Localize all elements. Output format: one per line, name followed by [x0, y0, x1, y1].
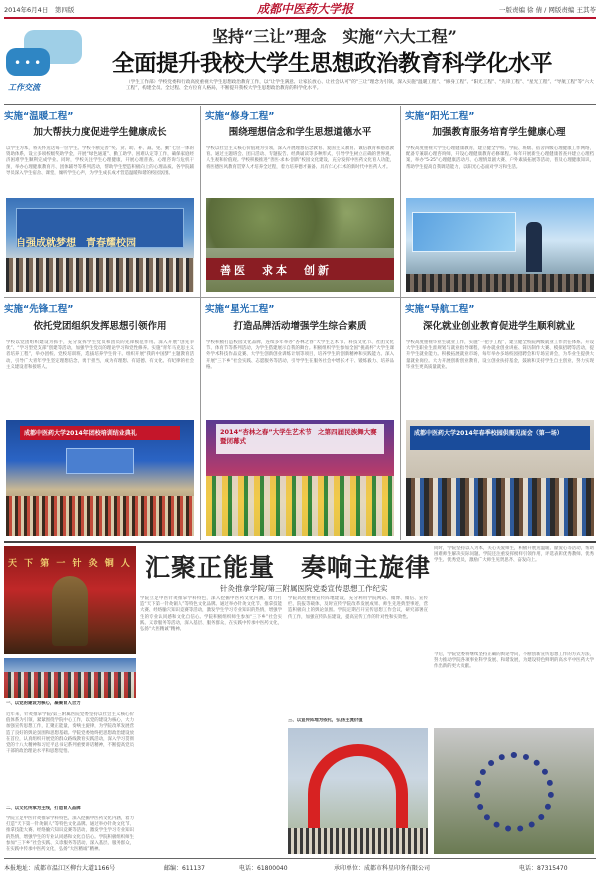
section-label-4: 实施“先锋工程”: [4, 304, 74, 315]
feature-col3: 学院高度重视宣传阵地建设，充分利用学院网站、微博、微信、宣传栏、院报等载体，及时宣传学院改革发展成果、师生先进典型事迹，营造积极向上的舆论氛围。学院定期召开宣传思想工作会议，研究部署宣传工作，加强宣传队伍建设，提高宣传工作的针对性和实效性。: [288, 596, 428, 620]
divider-feature: [4, 541, 596, 543]
section-text-4: 学校以党团组织建设为抓手，充分发挥学生党员和团员的先锋模范作用。深入开展“创先争优”、“学习型党支部”创建等活动，加强学生党员的理论学习和党性修养。实施“青年马克思主义者培养工程”，举办团校、党校培训班，选拔培养学生骨干。组织开展“我的中国梦”主题教育活动，引导广大青年学生坚定理想信念，勇于担当，成为有理想、有道德、有文化、有纪律的社会主义建设者和接班人。: [6, 340, 194, 370]
audience: [406, 274, 594, 292]
section-text-6: 学校高度重视毕业生就业工作，实施“一把手工程”，建立健全校院两级就业工作责任体系。开设大学生职业生涯规划与就业指导课程，举办就业创业讲座、简历制作大赛、模拟招聘等活动，提升学生就业能力。积极拓展就业市场，每年举办多场校园招聘会和专场宣讲会，为毕业生提供大量就业岗位。大力开展创新创业教育，设立创业扶持基金，鼓励和支持学生自主创业，努力实现毕业生更高质量就业。: [406, 340, 594, 370]
section-text-5: 学校积极打造校园文化品牌，连续多年举办“杏林之春”大学生艺术节、科技文化节、社团文化节、体育节等系列活动，为学生搭建展示自我的舞台。积极组织学生参加全国“挑战杯”大学生课外学术科技作品竞赛、大学生创新创业训练计划等项目，培养学生的创新精神和实践能力。深入开展“三下乡”社会实践、志愿服务等活动，引导学生在服务社会中增长才干、锻炼毅力、培养品格。: [206, 340, 394, 370]
feature-lead-1: 一、以党的建设为核心，凝聚育人合力: [6, 701, 81, 706]
headline: 全面提升我校大学生思想政治教育科学化水平: [112, 51, 553, 77]
section-text-3: 学校高度重视大学生心理健康教育，建立健全学校、学院、班级、宿舍四级心理健康工作网络，配备专兼职心理咨询师，开设心理健康教育必修课程。每年开展新生心理健康普查并建立心理档案，举办“5·25”心理健康活动月、心理情景剧大赛、户外素质拓展等活动，普及心理健康知识，帮助学生提高自我调适能力，以阳光心态面对学习和生活。: [406, 146, 594, 170]
crowd: [288, 828, 428, 854]
photo-banner-text: 2014“杏林之春”大学生艺术节 之第四届民族舞大赛暨闭幕式: [220, 428, 377, 445]
photo-banner-text: 成都中医药大学2014年春季校园供需见面会（第一场）: [414, 430, 563, 437]
group-people: [4, 672, 136, 698]
column-rule-2: [400, 106, 401, 540]
section-sub-5: 打造品牌活动增强学生综合素质: [233, 321, 367, 332]
speech-bubbles-icon: •••: [4, 26, 84, 98]
projector-screen: [66, 448, 134, 474]
footer-postcode: 邮编：611137: [164, 865, 205, 872]
feature-subtitle: 针灸推拿学院/第三附属医院党委宣传思想工作纪实: [220, 584, 388, 593]
feature-col4: 同时，学院坚持以人为本，关心关爱师生，积极开展送温暖、献爱心等活动，帮助困难师生解决实际问题。学院还注重发挥榜样引领作用，评选表彰优秀教师、优秀学生、优秀党员，激励广大师生见贤思齐、奋发向上。: [434, 546, 594, 564]
feature-title: 汇聚正能量 奏响主旋律: [145, 553, 432, 582]
section-label-1: 实施“温暖工程”: [4, 111, 74, 122]
statue: [52, 576, 88, 646]
divider-row2: [4, 297, 596, 298]
section-text-2: 学校以社会主义核心价值观为引领，深入开展理想信念教育、爱国主义教育、诚信教育和感恩教育。通过主题班会、团日活动、专题报告、经典诵读等多种形式，引导学生树立正确的世界观、人生观和价值观。学校积极推进“善医·求本·创新”校园文化建设，充分发挥中医药文化育人功能，将医德医风教育贯穿人才培养全过程，着力培养德才兼备、具有仁心仁术的新时代中医药人才。: [206, 146, 394, 170]
footer-phone: 电话：61800040: [239, 865, 288, 872]
section-sub-1: 加大帮扶力度促进学生健康成长: [33, 127, 167, 138]
backdrop: [412, 212, 516, 252]
audience-seats: [6, 496, 194, 536]
section-sub-4: 依托党团组织发挥思想引领作用: [33, 321, 167, 332]
photo-banner-text: 成都中医药大学2014年团校培训结业典礼: [24, 430, 137, 437]
column-name: 工作交流: [8, 83, 40, 92]
footer: [4, 858, 596, 872]
heart-formation: [474, 752, 554, 832]
photo-caption-motto: 善医 求本 创新: [220, 264, 332, 277]
speaker: [526, 222, 542, 272]
photo-speaker-stage: [406, 198, 594, 292]
dancers: [206, 476, 394, 536]
section-label-2: 实施“修身工程”: [205, 111, 275, 122]
divider: [4, 104, 596, 105]
photo-job-fair: [406, 420, 594, 536]
section-label-3: 实施“阳光工程”: [405, 111, 475, 122]
feature-col4b: 今后，学院党委将继续坚持正确的舆论导向，不断创新宣传思想工作的方式方法，努力推动学院各项事业科学发展、和谐发展，为建设特色鲜明的高水平中医药大学作出新的更大贡献。: [434, 652, 594, 670]
section-text-1: 以学生为本，将关怀送达每一位学生。学校不断完善“奖、贷、助、补、减、免、勤”七位一体的资助体系，设立多项校级奖助学金，开展“绿色通道”、勤工助学、困难认定等工作，确保家庭经济困难学生顺利完成学业。同时，学校关注学生心理健康，开展心理普查、心理咨询与危机干预，举办心理健康教育月、团体辅导等系列活动，帮助学生塑造积极向上的心理品质。各学院辅导员深入学生宿舍、课堂，倾听学生心声，为学生成长成才营造温暖和谐的校园氛围。: [6, 146, 194, 176]
photo-dance-performance: [206, 420, 394, 536]
photo-outdoor-group: [4, 658, 136, 698]
editors: 一版责编 徐 倩 / 网版责编 王其苓: [498, 6, 596, 14]
footer-print-phone: 电话：87315470: [519, 865, 568, 872]
photo-balloon-arch: [288, 728, 428, 854]
footer-address: 本报地址：成都市温江区柳台大道1166号: [4, 865, 116, 872]
photo-heart-formation: [434, 728, 594, 854]
section-label-5: 实施“星光工程”: [205, 304, 275, 315]
crowd: [6, 258, 194, 292]
section-sub-6: 深化就业创业教育促进学生顺利就业: [422, 321, 575, 332]
crowd: [406, 478, 594, 536]
feature-lead-3: 三、以宣传阵地为依托，弘扬主流价值: [288, 718, 363, 723]
issue-date: 2014年6月4日 第四版: [4, 6, 75, 14]
feature-col2: 学院立足中医针灸推拿学科特色，深入挖掘中医药文化内涵，着力打造“天下第一针灸铜人”等特色文化品牌。通过举办针灸文化节、推拿技能大赛、经络腧穴知识竞赛等活动，激发学生学习专业知识的热情，增强学生的专业认同感和文化自信心。学院积极组织师生参加“三下乡”社会实践、义诊服务等活动，深入基层、服务群众，在实践中传承中医药文化，弘扬“大医精诚”精神。: [140, 596, 282, 633]
photo-graduation-hall: [6, 420, 194, 536]
feature-col1: 近年来，针灸推拿学院/第三附属医院党委坚持以社会主义核心价值体系为引领，紧紧围绕学院中心工作，以党的建设为核心，大力加强宣传思想工作，汇聚正能量，奏响主旋律，为学院改革发展营造了良好的舆论氛围和思想基础。学院党委始终把思想政治建设放在首位，认真组织开展党的群众路线教育实践活动，深入学习贯彻党的十八大精神和习近平总书记系列重要讲话精神，不断提高党员干部的政治理论水平和思想觉悟。: [6, 712, 134, 755]
photo-overlay-text: 自强成就梦想 青春耀校园: [16, 238, 136, 249]
masthead-rule: [4, 17, 596, 19]
photo-bronze-statue: [4, 546, 136, 654]
section-sub-3: 加强教育服务培育学生健康心理: [432, 127, 566, 138]
photo-ceremony-stage: [6, 198, 194, 292]
photo-overlay-text: 天 下 第 一 针 灸 铜 人: [8, 559, 132, 569]
feature-col1b: 学院立足中医针灸推拿学科特色，深入挖掘中医药文化内涵，着力打造“天下第一针灸铜人”等特色文化品牌。通过举办针灸文化节、推拿技能大赛、经络腧穴知识竞赛等活动，激发学生学习专业知识的热情，增强学生的专业认同感和文化自信心。学院积极组织师生参加“三下乡”社会实践、义诊服务等活动，深入基层、服务群众，在实践中传承中医药文化，弘扬“大医精诚”精神。: [6, 816, 134, 853]
section-sub-2: 围绕理想信念和学生思想道德水平: [228, 127, 372, 138]
banner: [4, 22, 596, 102]
feature-lead-2: 二、以文化传承为主线，打造育人品牌: [6, 806, 81, 811]
intro-text: （学生工作部）学校党委和行政高度重视大学生思想政治教育工作，以“让学生满意、让家长放心、让社会认可”的“三让”理念为引领，深入实施“温暖工程”、“修身工程”、“阳光工程”、“先锋工程”、“星光工程”、“导航工程”等“六大工程”，构建全员、全过程、全方位育人格局，不断提升我校大学生思想政治教育的科学化水平。: [126, 80, 594, 92]
footer-printer: 承印单位：成都市科星印务有限公司: [334, 865, 431, 872]
section-label-6: 实施“导航工程”: [405, 304, 475, 315]
subtitle: 坚持“三让”理念 实施“六大工程”: [212, 27, 457, 46]
photo-campus-sign: [206, 198, 394, 292]
column-rule-1: [200, 106, 201, 540]
trees: [206, 198, 394, 248]
masthead: 成都中医药大学报: [256, 2, 353, 16]
